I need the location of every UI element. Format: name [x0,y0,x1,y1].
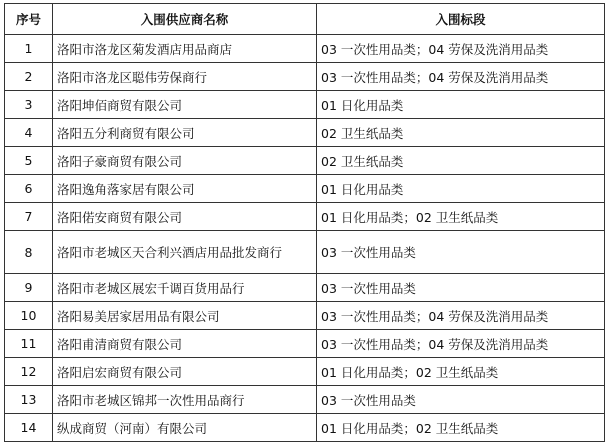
header-row [5,4,605,35]
header-lot: 入围标段 [317,4,605,35]
lot-value: 02 卫生纸品类 [317,147,605,175]
row-index: 9 [5,274,53,302]
table-row [5,147,605,175]
row-index: 13 [5,386,53,414]
table-row [5,386,605,414]
row-index: 12 [5,358,53,386]
supplier-name: 洛阳市老城区锦邦一次性用品商行 [53,386,317,414]
row-index: 14 [5,414,53,442]
table-row [5,119,605,147]
lot-value: 03 一次性用品类；04 劳保及洗消用品类 [317,35,605,63]
table-row [5,274,605,302]
supplier-name: 洛阳甫清商贸有限公司 [53,330,317,358]
lot-value: 01 日化用品类；02 卫生纸品类 [317,414,605,442]
supplier-name: 洛阳五分利商贸有限公司 [53,119,317,147]
table-row [5,231,605,274]
lot-value: 03 一次性用品类 [317,386,605,414]
supplier-name: 洛阳子豪商贸有限公司 [53,147,317,175]
supplier-name: 洛阳市洛龙区聪伟劳保商行 [53,63,317,91]
header-index: 序号 [5,4,53,35]
supplier-name: 洛阳市洛龙区菊发酒店用品商店 [53,35,317,63]
row-index: 7 [5,203,53,231]
table-row [5,91,605,119]
supplier-name: 纵成商贸（河南）有限公司 [53,414,317,442]
lot-value: 02 卫生纸品类 [317,119,605,147]
row-index: 1 [5,35,53,63]
row-index: 8 [5,231,53,274]
lot-value: 03 一次性用品类 [317,274,605,302]
table-row [5,414,605,442]
table-row [5,175,605,203]
lot-value: 01 日化用品类；02 卫生纸品类 [317,358,605,386]
table-row [5,330,605,358]
table-row [5,63,605,91]
supplier-name: 洛阳启宏商贸有限公司 [53,358,317,386]
supplier-name: 洛阳偌安商贸有限公司 [53,203,317,231]
row-index: 2 [5,63,53,91]
row-index: 10 [5,302,53,330]
lot-value: 01 日化用品类 [317,175,605,203]
lot-value: 03 一次性用品类 [317,231,605,274]
supplier-table [4,3,605,442]
supplier-name: 洛阳市老城区展宏千调百货用品行 [53,274,317,302]
row-index: 6 [5,175,53,203]
table-row [5,203,605,231]
supplier-name: 洛阳市老城区天合利兴酒店用品批发商行 [53,231,317,274]
lot-value: 03 一次性用品类；04 劳保及洗消用品类 [317,302,605,330]
lot-value: 01 日化用品类 [317,91,605,119]
table-row [5,35,605,63]
row-index: 4 [5,119,53,147]
row-index: 3 [5,91,53,119]
supplier-name: 洛阳易美居家居用品有限公司 [53,302,317,330]
row-index: 11 [5,330,53,358]
row-index: 5 [5,147,53,175]
lot-value: 03 一次性用品类；04 劳保及洗消用品类 [317,330,605,358]
table-row [5,358,605,386]
supplier-name: 洛阳逸角落家居有限公司 [53,175,317,203]
lot-value: 01 日化用品类；02 卫生纸品类 [317,203,605,231]
lot-value: 03 一次性用品类；04 劳保及洗消用品类 [317,63,605,91]
header-supplier-name: 入围供应商名称 [53,4,317,35]
supplier-name: 洛阳坤佰商贸有限公司 [53,91,317,119]
table-row [5,302,605,330]
